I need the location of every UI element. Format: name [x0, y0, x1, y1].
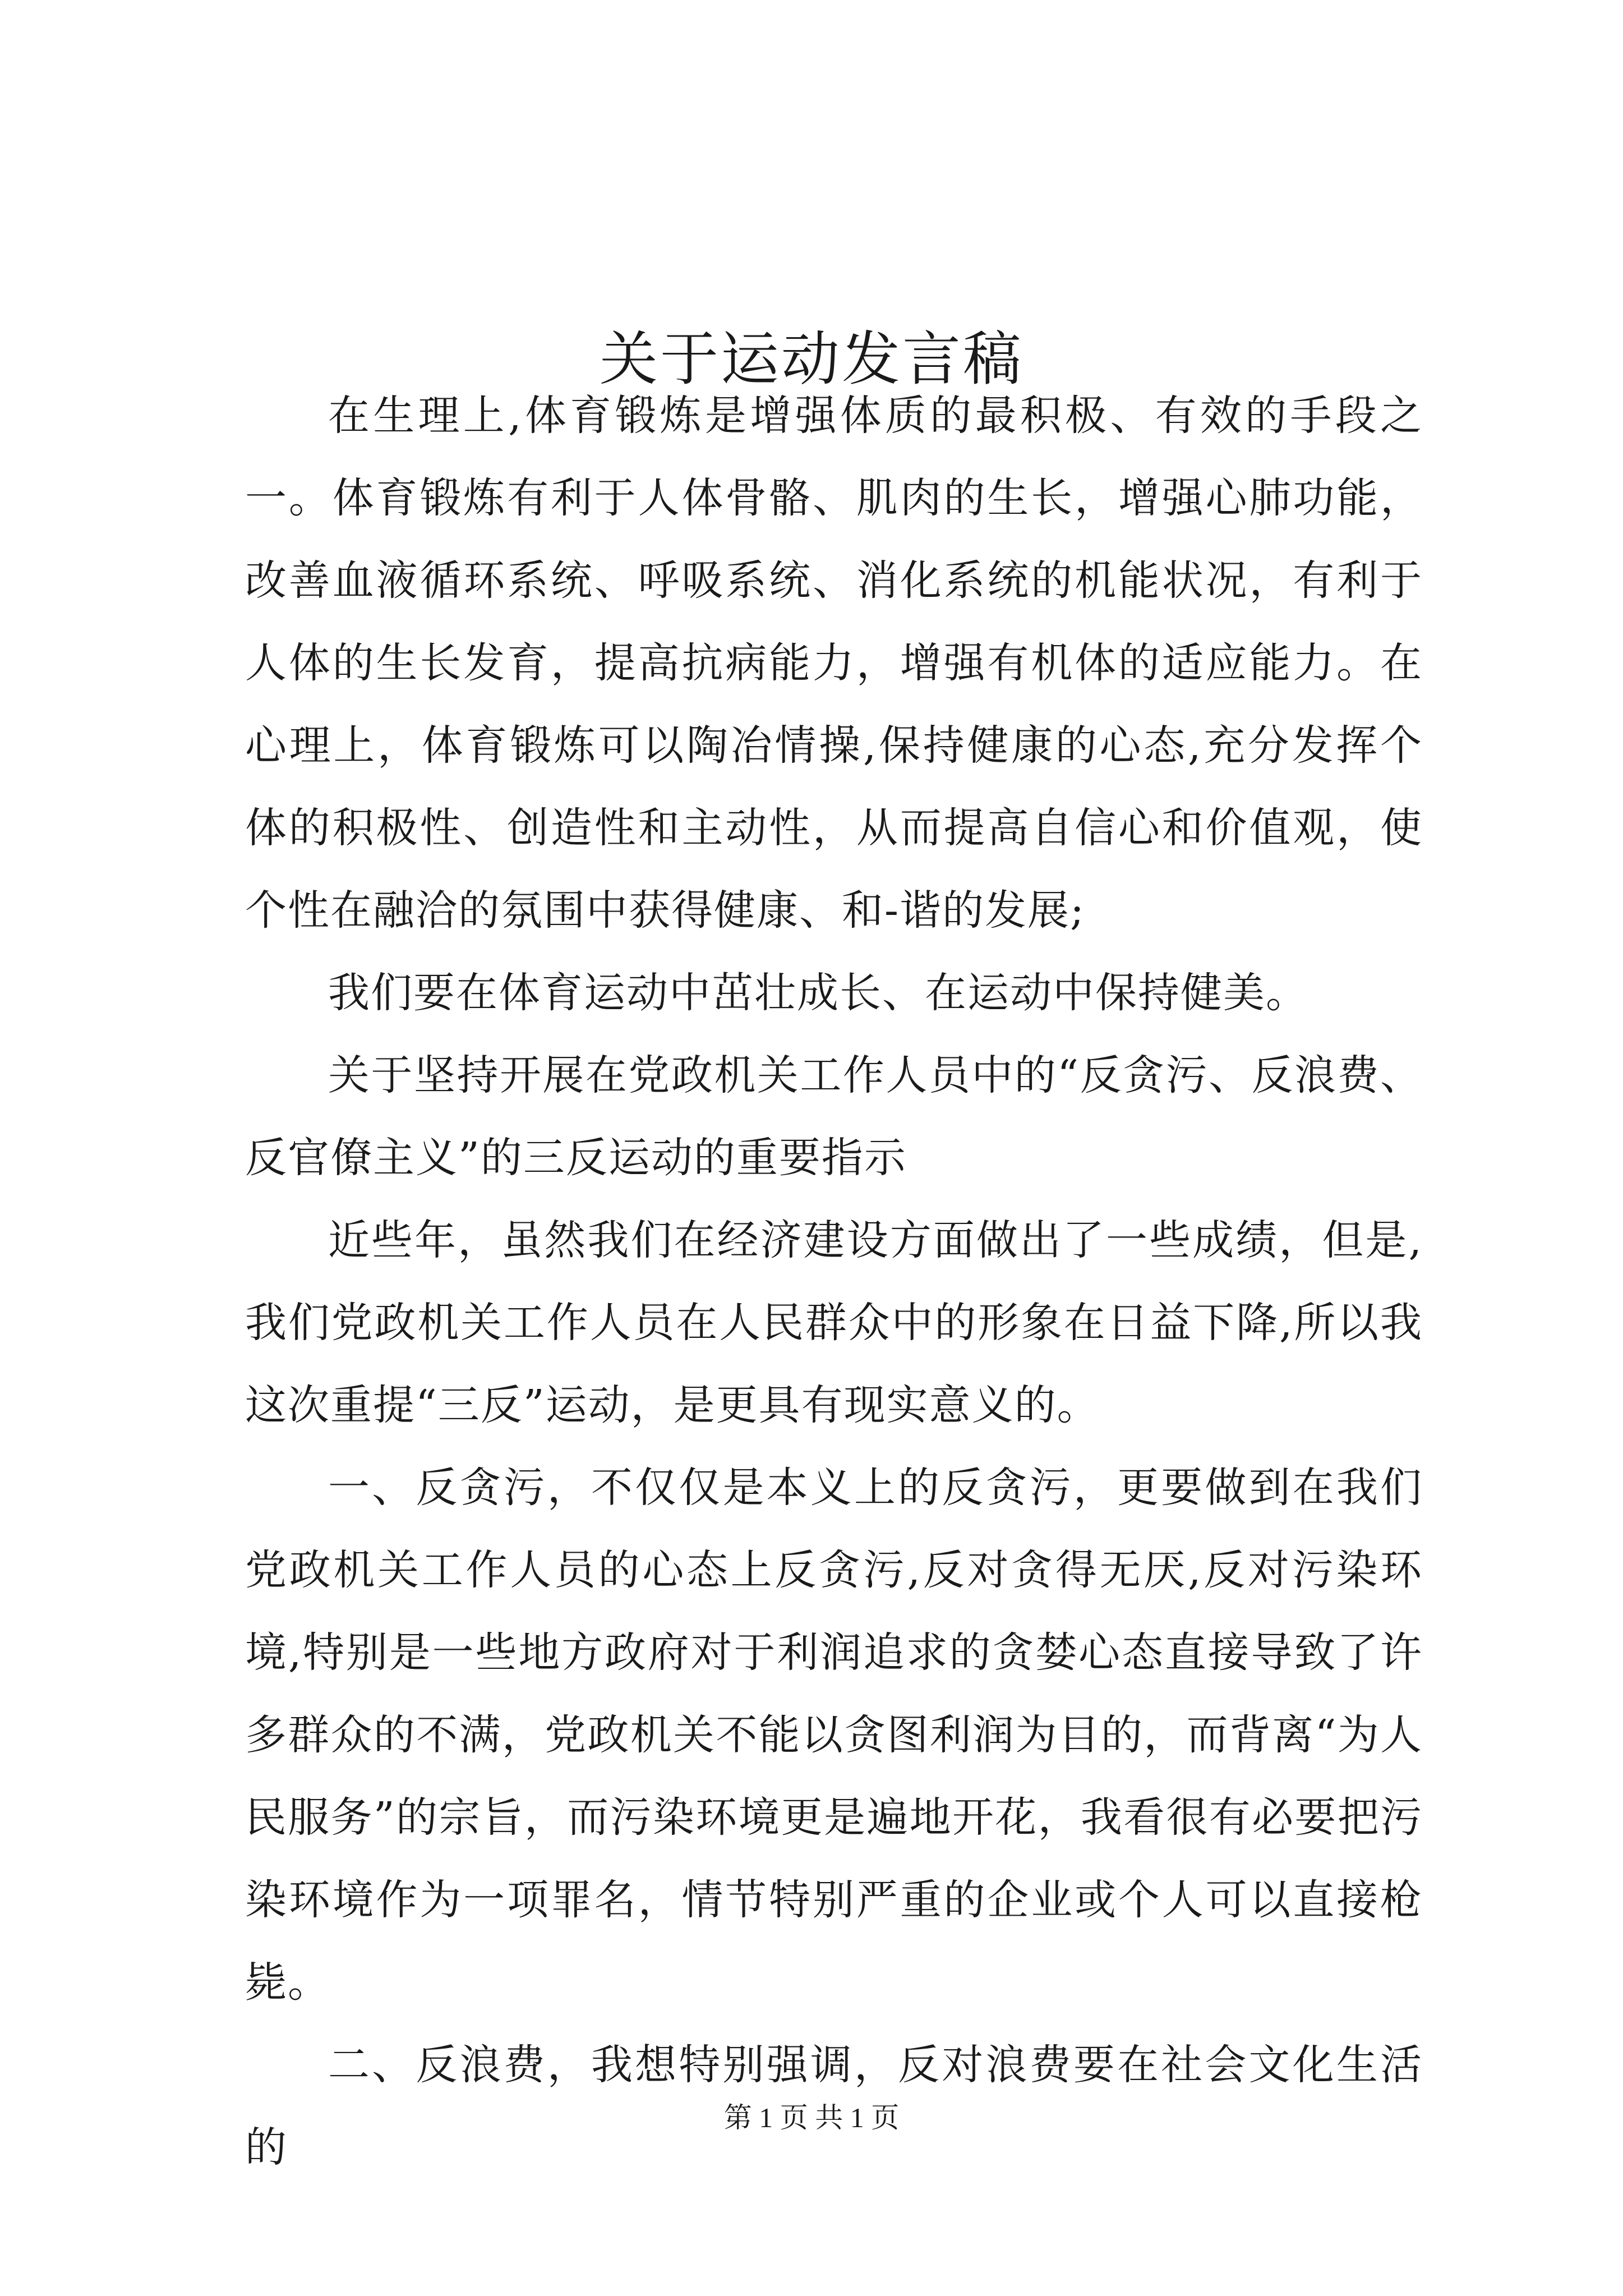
page-number-footer: 第 1 页 共 1 页: [723, 2102, 900, 2133]
document-body: [245, 375, 1423, 2189]
paragraph: 二、反浪费，我想特别强调，反对浪费要在社会文化生活的: [245, 2041, 1423, 2171]
paragraph: 在生理上,体育锻炼是增强体质的最积极、有效的手段之一。体育锻炼有利于人体骨骼、肌肉的生长，增强心肺功能，改善血液循环系统、呼吸系统、消化系统的机能状况，有利于人体的生长发育，提高抗病能力，增强有机体的适应能力。在心理上，体育锻炼可以陶冶情操,保持健康的心态,充分发挥个体的积极性、创造性和主动性，从而提高自信心和价值观，使个性在融洽的氛围中获得健康、和-谐的发展;: [245, 392, 1423, 935]
paragraph: 我们要在体育运动中茁壮成长、在运动中保持健美。: [328, 969, 1308, 1017]
paragraph: 近些年，虽然我们在经济建设方面做出了一些成绩，但是,我们党政机关工作人员在人民群众中的形象在日益下降,所以我这次重提“三反”运动，是更具有现实意义的。: [245, 1216, 1423, 1429]
paragraph: 关于坚持开展在党政机关工作人员中的“反贪污、反浪费、反官僚主义”的三反运动的重要指示: [245, 1051, 1423, 1182]
document-title: 关于运动发言稿: [599, 324, 1023, 393]
paragraph: 一、反贪污，不仅仅是本义上的反贪污，更要做到在我们党政机关工作人员的心态上反贪污,反对贪得无厌,反对污染环境,特别是一些地方政府对于利润追求的贪婪心态直接导致了许多群众的不满，党政机关不能以贪图利润为目的，而背离“为人民服务”的宗旨，而污染环境更是遍地开花，我看很有必要把污染环境作为一项罪名，情节特别严重的企业或个人可以直接枪毙。: [245, 1464, 1423, 2007]
